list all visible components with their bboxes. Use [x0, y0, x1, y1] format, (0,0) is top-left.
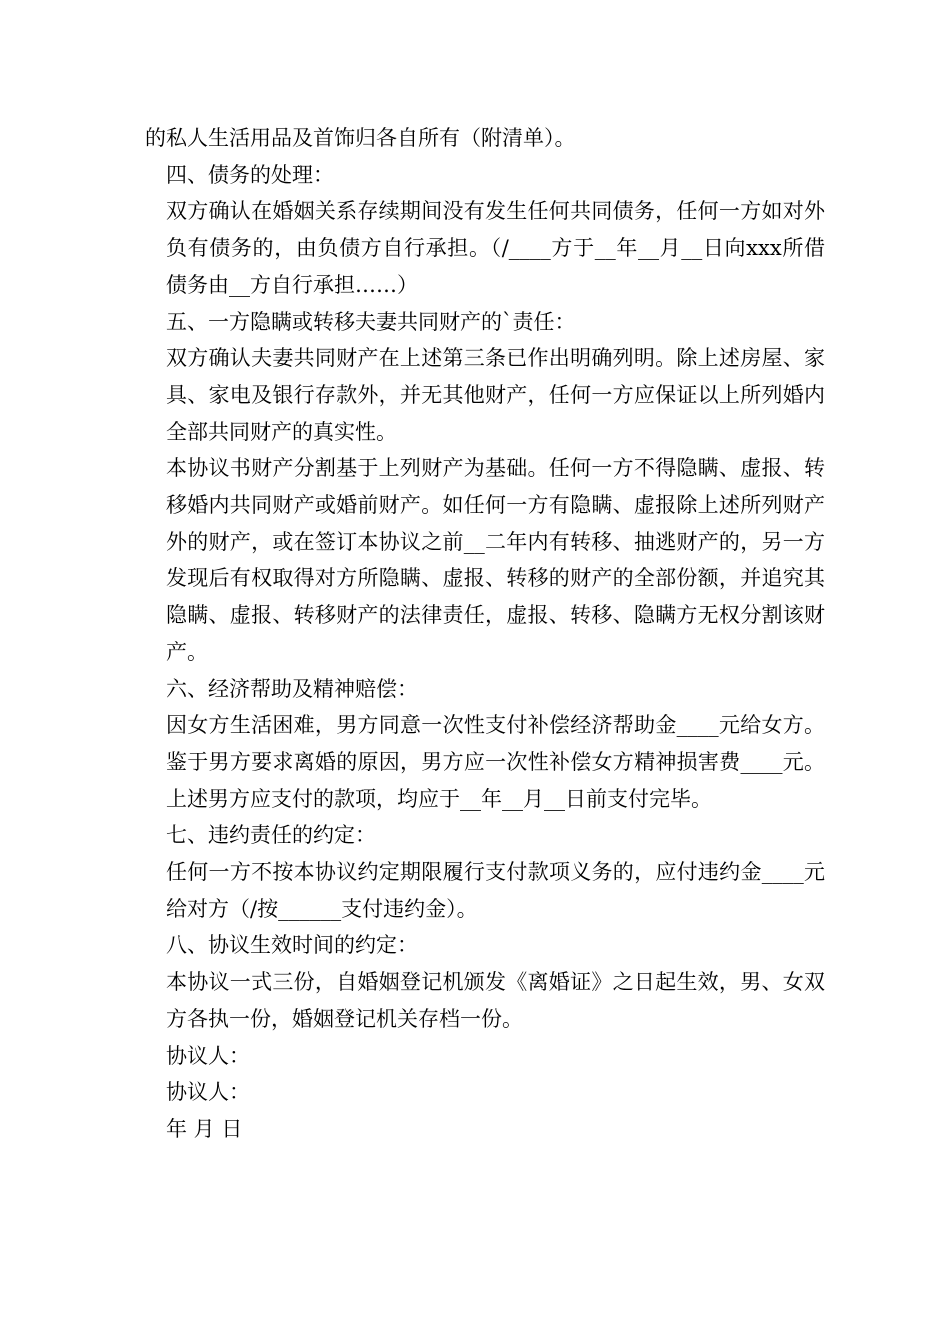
paragraph-property-confirmation: 双方确认夫妻共同财产在上述第三条已作出明确列明。除上述房屋、家具、家电及银行存款外，并无其他财产，任何一方应保证以上所列婚内全部共同财产的真实性。: [166, 346, 825, 444]
paragraph-breach-liability: 任何一方不按本协议约定期限履行支付款项义务的，应付违约金____元给对方（/按______支付违约金）。: [166, 860, 825, 921]
paragraph-personal-items: 的私人生活用品及首饰归各自所有（附清单）。: [145, 126, 576, 150]
heading-breach-liability: 七、违约责任的约定：: [166, 823, 376, 848]
heading-effective-time: 八、协议生效时间的约定：: [166, 933, 418, 958]
paragraph-economic-help: 因女方生活困难，男方同意一次性支付补偿经济帮助金____元给女方。鉴于男方要求离婚的原因，男方应一次性补偿女方精神损害费____元。上述男方应支付的款项，均应于__年__月__日前支付完毕。: [166, 713, 825, 811]
signatory-line-1: 协议人：: [166, 1043, 250, 1068]
heading-debt-handling: 四、债务的处理：: [166, 162, 334, 187]
heading-economic-help: 六、经济帮助及精神赔偿：: [166, 676, 418, 701]
document-body: [145, 120, 825, 1148]
heading-concealment-liability: 五、一方隐瞒或转移夫妻共同财产的`责任：: [166, 309, 576, 334]
signatory-line-2: 协议人：: [166, 1080, 250, 1105]
paragraph-debt-confirmation: 双方确认在婚姻关系存续期间没有发生任何共同债务，任何一方如对外负有债务的，由负债方自行承担。（/____方于__年__月__日向xxx所借债务由__方自行承担……）: [166, 199, 825, 297]
paragraph-effective-time: 本协议一式三份，自婚姻登记机颁发《离婚证》之日起生效，男、女双方各执一份，婚姻登记机关存档一份。: [166, 970, 825, 1031]
paragraph-property-division-basis: 本协议书财产分割基于上列财产为基础。任何一方不得隐瞒、虚报、转移婚内共同财产或婚前财产。如任何一方有隐瞒、虚报除上述所列财产外的财产，或在签订本协议之前__二年内有转移、抽逃财产的，另一方发现后有权取得对方所隐瞒、虚报、转移的财产的全部份额，并追究其隐瞒、虚报、转移财产的法律责任，虚报、转移、隐瞒方无权分割该财产。: [166, 456, 825, 664]
date-line: 年 月 日: [166, 1116, 243, 1141]
